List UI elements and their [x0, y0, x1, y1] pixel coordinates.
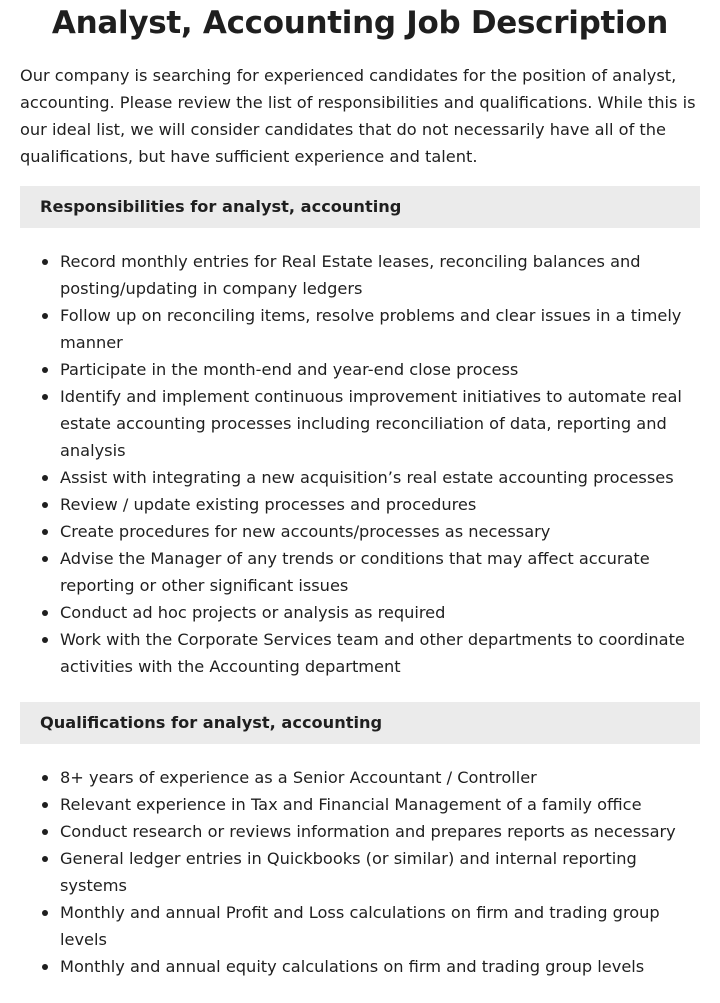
list-item: Participate in the month-end and year-end close process	[20, 356, 700, 383]
qualifications-heading: Qualifications for analyst, accounting	[20, 702, 700, 744]
list-item: Monthly and annual equity calculations on firm and trading group levels	[20, 953, 700, 980]
responsibilities-heading: Responsibilities for analyst, accounting	[20, 186, 700, 228]
list-item: Monthly and annual Profit and Loss calculations on firm and trading group levels	[20, 899, 700, 953]
page-title: Analyst, Accounting Job Description	[51, 5, 669, 41]
list-item: Conduct research or reviews information and prepares reports as necessary	[20, 818, 700, 845]
list-item: Assist with integrating a new acquisition’s real estate accounting processes	[20, 464, 700, 491]
intro-paragraph: Our company is searching for experienced candidates for the position of analyst, accounting. Please review the list of responsibilities and qualifications. While this is our ideal list, we will consider candidates that do not necessarily have all of the qualifications, but have sufficient experience and talent.	[20, 66, 696, 166]
list-item: 8+ years of experience as a Senior Accountant / Controller	[20, 764, 700, 791]
list-item: Advise the Manager of any trends or conditions that may affect accurate reporting or other significant issues	[20, 545, 700, 599]
list-item: Create procedures for new accounts/processes as necessary	[20, 518, 700, 545]
list-item: Work with the Corporate Services team and other departments to coordinate activities with the Accounting department	[20, 626, 700, 680]
list-item: Review / update existing processes and procedures	[20, 491, 700, 518]
qualifications-list	[20, 764, 700, 980]
responsibilities-list	[20, 248, 700, 680]
list-item: Relevant experience in Tax and Financial Management of a family office	[20, 791, 700, 818]
list-item: Conduct ad hoc projects or analysis as required	[20, 599, 700, 626]
list-item: Identify and implement continuous improvement initiatives to automate real estate accounting processes including reconciliation of data, reporting and analysis	[20, 383, 700, 464]
list-item: Follow up on reconciling items, resolve problems and clear issues in a timely manner	[20, 302, 700, 356]
list-item: Record monthly entries for Real Estate leases, reconciling balances and posting/updating in company ledgers	[20, 248, 700, 302]
list-item: General ledger entries in Quickbooks (or similar) and internal reporting systems	[20, 845, 700, 899]
